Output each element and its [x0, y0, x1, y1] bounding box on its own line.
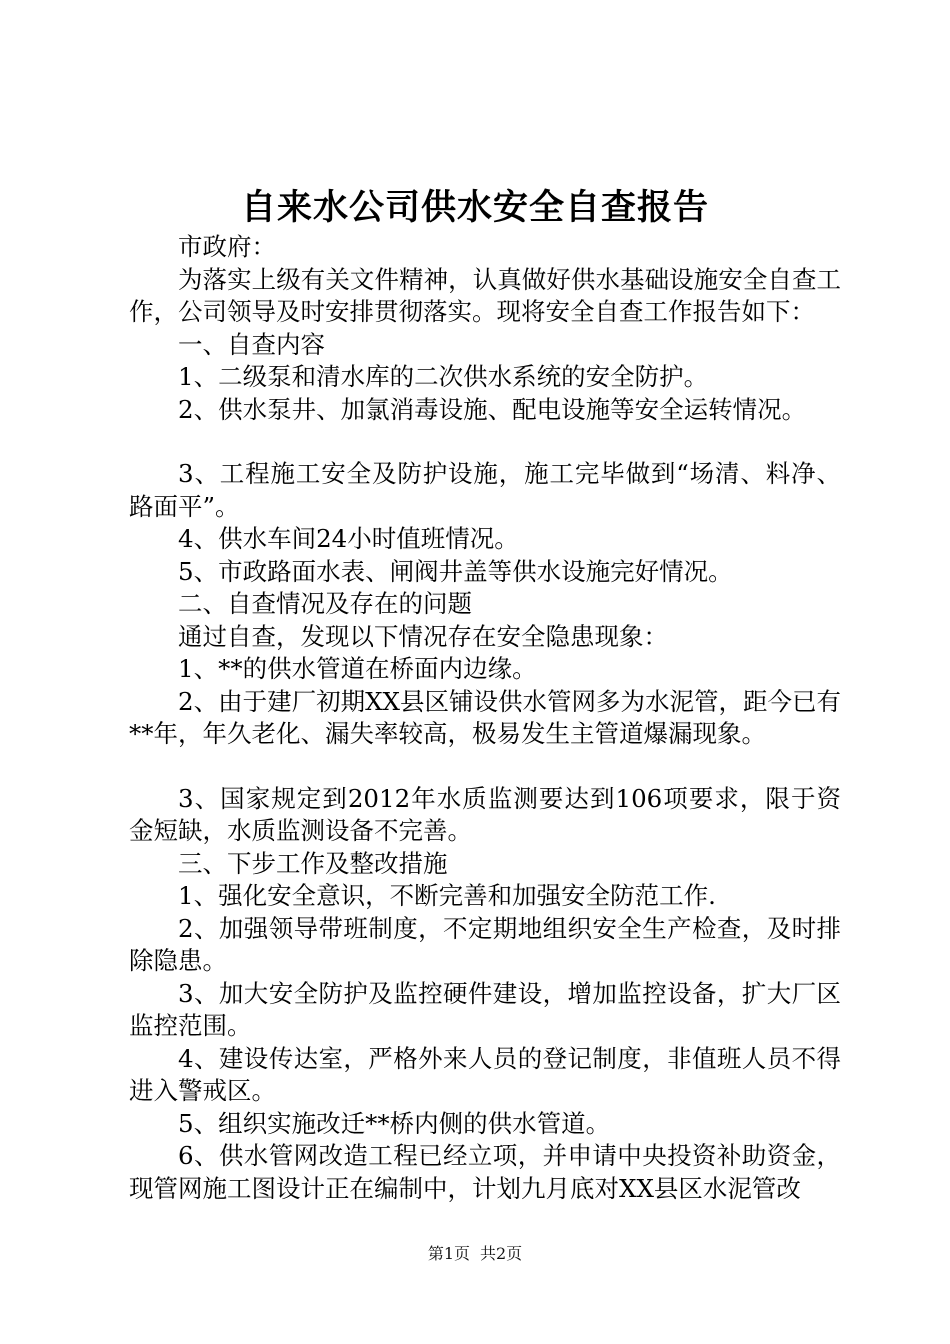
salutation: 市政府： — [178, 232, 276, 261]
intro-paragraph: 为落实上级有关文件精神，认真做好供水基础设施安全自查工作，公司领导及时安排贯彻落实。现将安全自查工作报告如下： — [129, 264, 841, 326]
list-item: 4、供水车间24小时值班情况。 — [178, 524, 519, 553]
list-item: 1、强化安全意识，不断完善和加强安全防范工作. — [178, 881, 716, 910]
list-item: 5、组织实施改迁**桥内侧的供水管道。 — [178, 1108, 611, 1138]
section-heading-3: 三、下步工作及整改措施 — [178, 848, 448, 878]
list-item: 3、工程施工安全及防护设施，施工完毕做到“场清、料净、路面平”。 — [129, 459, 841, 521]
section-heading-2: 二、自查情况及存在的问题 — [178, 589, 472, 618]
findings-intro: 通过自查，发现以下情况存在安全隐患现象： — [178, 621, 668, 651]
list-item: 3、国家规定到2012年水质监测要达到106项要求，限于资金短缺，水质监测设备不完善。 — [129, 783, 841, 845]
document-title: 自来水公司供水安全自查报告 — [240, 187, 709, 228]
page-number: 第1页 — [427, 1244, 470, 1263]
document-body — [129, 231, 841, 1205]
list-item: 2、由于建厂初期XX县区铺设供水管网多为水泥管，距今已有**年，年久老化、漏失率较高，极易发生主管道爆漏现象。 — [129, 686, 841, 748]
list-item: 3、加大安全防护及监控硬件建设，增加监控设备，扩大厂区监控范围。 — [129, 978, 841, 1040]
page-total: 共2页 — [480, 1244, 523, 1263]
list-item: 6、供水管网改造工程已经立项，并申请中央投资补助资金，现管网施工图设计正在编制中，计划九月底对XX县区水泥管改 — [129, 1141, 841, 1203]
list-item: 2、供水泵井、加氯消毒设施、配电设施等安全运转情况。 — [178, 394, 807, 424]
list-item: 1、**的供水管道在桥面内边缘。 — [178, 654, 537, 683]
list-item: 4、建设传达室，严格外来人员的登记制度，非值班人员不得进入警戒区。 — [129, 1043, 841, 1105]
section-heading-1: 一、自查内容 — [178, 329, 325, 359]
page-footer — [0, 1243, 950, 1265]
list-item: 5、市政路面水表、闸阀井盖等供水设施完好情况。 — [178, 556, 733, 586]
list-item: 2、加强领导带班制度，不定期地组织安全生产检查，及时排除隐患。 — [129, 913, 841, 975]
list-item: 1、二级泵和清水库的二次供水系统的安全防护。 — [178, 362, 709, 391]
